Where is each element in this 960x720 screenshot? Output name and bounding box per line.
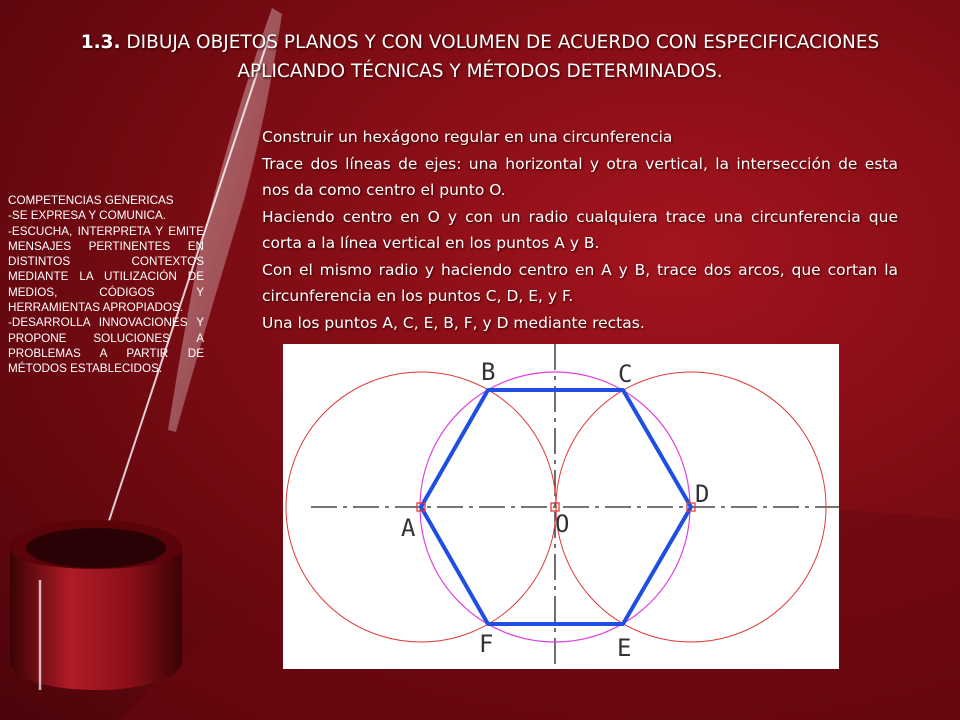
competencia-item: -ESCUCHA, INTERPRETA Y EMITE MENSAJES PERTINENTES EN DISTINTOS CONTEXTOS MEDIANTE LA UTILIZACIÓN DE MEDIOS, CÓDIGOS Y HERRAMIENTAS APROPIADOS. xyxy=(8,224,204,315)
label-d: D xyxy=(695,480,710,508)
label-c: C xyxy=(618,360,633,388)
competencia-item: -SE EXPRESA Y COMUNICA. xyxy=(8,209,167,223)
instruction-step: Trace dos líneas de ejes: una horizontal y otra vertical, la intersección de esta nos da como centro el punto O. xyxy=(262,154,898,199)
competencia-item: -DESARROLLA INNOVACIONES Y PROPONE SOLUCIONES A PROBLEMAS A PARTIR DE MÉTODOS ESTABLECIDOS. xyxy=(8,316,204,376)
label-a: A xyxy=(401,514,416,542)
competencias-heading: COMPETENCIAS GENERICAS xyxy=(8,194,174,207)
instructions xyxy=(262,124,898,336)
construction-svg xyxy=(283,344,839,669)
title-text: DIBUJA OBJETOS PLANOS Y CON VOLUMEN DE ACUERDO CON ESPECIFICACIONES APLICANDO TÉCNICAS Y MÉTODOS DETERMINADOS. xyxy=(126,32,880,82)
page-title xyxy=(40,28,920,86)
instruction-step: Con el mismo radio y haciendo centro en A y B, trace dos arcos, que cortan la circunferencia en los puntos C, D, E, y F. xyxy=(262,260,898,305)
label-o: O xyxy=(555,510,570,538)
competencias-genericas xyxy=(8,193,204,377)
label-e: E xyxy=(617,634,632,662)
inkwell-body xyxy=(10,548,182,690)
label-f: F xyxy=(479,630,494,658)
hexagon-construction-diagram xyxy=(283,344,839,669)
label-b: B xyxy=(481,358,496,386)
title-number: 1.3. xyxy=(80,32,121,53)
instructions-heading: Construir un hexágono regular en una circunferencia xyxy=(262,128,673,146)
instruction-step: Una los puntos A, C, E, B, F, y D mediante rectas. xyxy=(262,313,645,332)
instruction-step: Haciendo centro en O y con un radio cualquiera trace una circunferencia que corta a la línea vertical en los puntos A y B. xyxy=(262,207,898,252)
inkwell-rim xyxy=(26,528,166,568)
